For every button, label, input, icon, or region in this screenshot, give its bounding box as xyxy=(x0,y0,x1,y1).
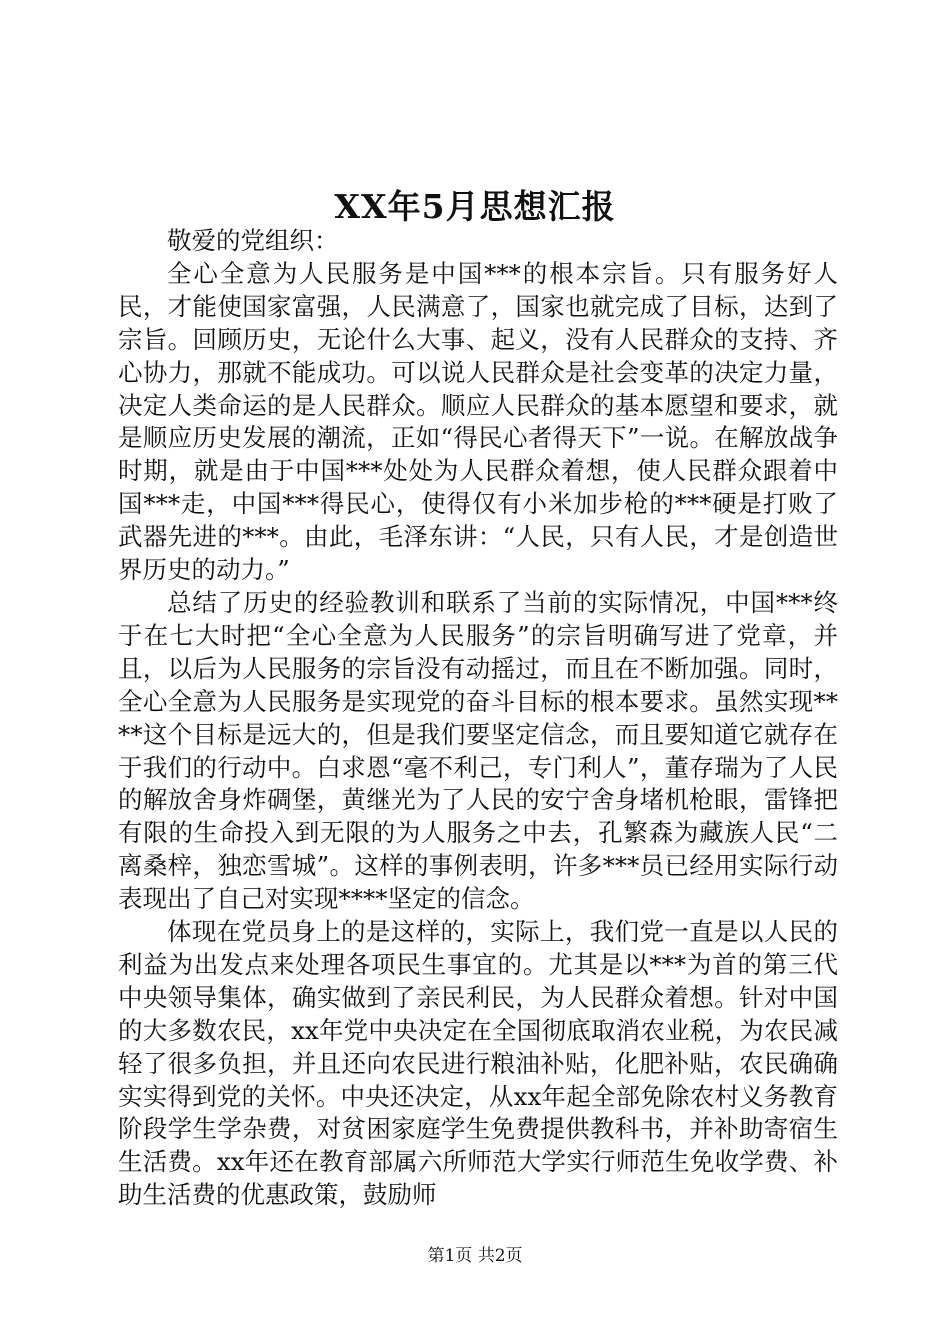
paragraph-1: 全心全意为人民服务是中国***的根本宗旨。只有服务好人民，才能使国家富强，人民满意了，国家也就完成了目标，达到了宗旨。回顾历史，无论什么大事、起义，没有人民群众的支持、齐心协力，那就不能成功。可以说人民群众是社会变革的决定力量，决定人类命运的是人民群众。顺应人民群众的基本愿望和要求，就是顺应历史发展的潮流，正如“得民心者得天下”一说。在解放战争时期，就是由于中国***处处为人民群众着想，使人民群众跟着中国***走，中国***得民心，使得仅有小米加步枪的***硬是打败了武器先进的***。由此，毛泽东讲：“人民，只有人民，才是创造世界历史的动力。” xyxy=(118,258,838,585)
document-title: XX年5月思想汇报 xyxy=(334,187,616,226)
paragraph-3: 体现在党员身上的是这样的，实际上，我们党一直是以人民的利益为出发点来处理各项民生事宜的。尤其是以***为首的第三代中央领导集体，确实做到了亲民利民，为人民群众着想。针对中国的大多数农民，xx年党中央决定在全国彻底取消农业税，为农民减轻了很多负担，并且还向农民进行粮油补贴，化肥补贴，农民确确实实得到党的关怀。中央还决定，从xx年起全部免除农村义务教育阶段学生学杂费，对贫困家庭学生免费提供教科书，并补助寄宿生生活费。xx年还在教育部属六所师范大学实行师范生免收学费、补助生活费的优惠政策，鼓励师 xyxy=(118,917,838,1210)
salutation: 敬爱的党组织： xyxy=(167,226,339,255)
paragraph-2: 总结了历史的经验教训和联系了当前的实际情况，中国***终于在七大时把“全心全意为人民服务”的宗旨明确写进了党章，并且，以后为人民服务的宗旨没有动摇过，而且在不断加强。同时，全心全意为人民服务是实现党的奋斗目标的根本要求。虽然实现****这个目标是远大的，但是我们要坚定信念，而且要知道它就存在于我们的行动中。白求恩“毫不利己，专门利人”，董存瑞为了人民的解放舍身炸碉堡，黄继光为了人民的安宁舍身堵机枪眼，雷锋把有限的生命投入到无限的为人服务之中去，孔繁森为藏族人民“二离桑梓，独恋雪城”。这样的事例表明，许多***员已经用实际行动表现出了自己对实现****坚定的信念。 xyxy=(118,587,838,914)
page-footer: 第1页 共2页 xyxy=(427,1246,523,1266)
document-body xyxy=(118,225,838,1212)
